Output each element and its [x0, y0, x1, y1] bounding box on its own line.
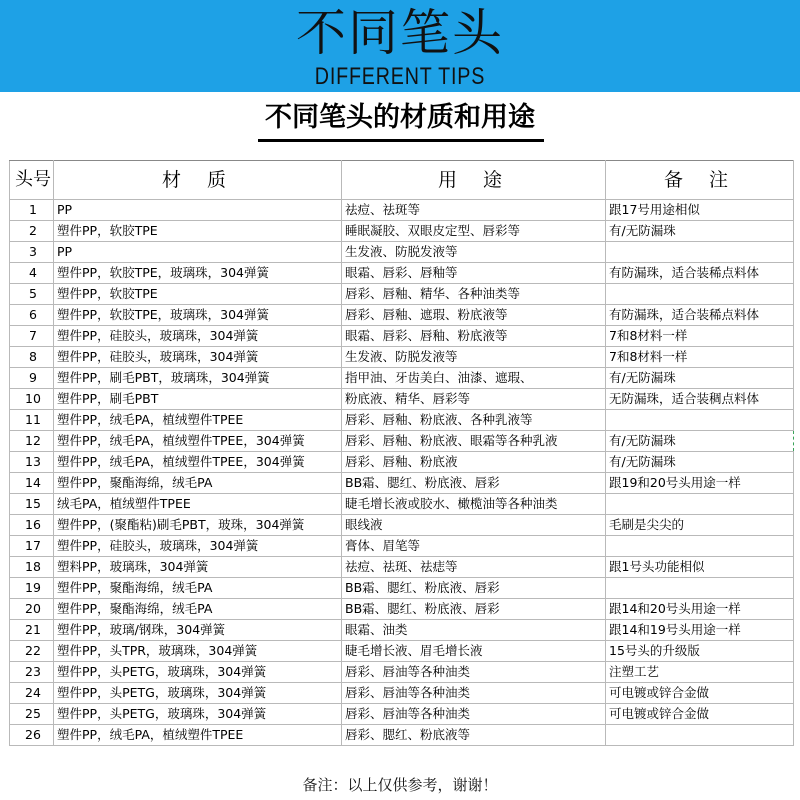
material-cell: 塑件PP，(聚酯粘)刷毛PBT，玻珠，304弹簧 [54, 515, 342, 536]
usage-cell: 唇彩、唇釉、遮瑕、粉底液等 [342, 305, 606, 326]
remark-cell [606, 536, 794, 557]
tip-number-cell: 18 [10, 557, 54, 578]
remark-cell [606, 284, 794, 305]
material-cell: 塑件PP，软胶TPE [54, 284, 342, 305]
table-row [10, 578, 794, 599]
table-row [10, 305, 794, 326]
remark-cell: 可电镀或锌合金做 [606, 683, 794, 704]
table-row [10, 641, 794, 662]
tips-table [9, 160, 794, 746]
usage-cell: BB霜、腮红、粉底液、唇彩 [342, 578, 606, 599]
title-underline [258, 139, 544, 142]
material-cell: 塑件PP，头PETG，玻璃珠，304弹簧 [54, 704, 342, 725]
table-row [10, 284, 794, 305]
material-cell: 塑件PP，刷毛PBT，玻璃珠，304弹簧 [54, 368, 342, 389]
material-cell: 塑件PP，刷毛PBT [54, 389, 342, 410]
usage-cell: 祛痘、祛斑等 [342, 200, 606, 221]
material-cell: 塑件PP，软胶TPE，玻璃珠，304弹簧 [54, 305, 342, 326]
tip-number-cell: 11 [10, 410, 54, 431]
banner-title: 不同笔头 [296, 4, 504, 62]
table-row [10, 200, 794, 221]
table-row [10, 221, 794, 242]
usage-cell: 唇彩、唇釉、粉底液 [342, 452, 606, 473]
table-row [10, 704, 794, 725]
header-tip-number: 头号 [10, 161, 54, 200]
table-row [10, 683, 794, 704]
remark-cell: 有防漏珠，适合装稀点料体 [606, 305, 794, 326]
table-row [10, 536, 794, 557]
tip-number-cell: 1 [10, 200, 54, 221]
table-row [10, 473, 794, 494]
remark-cell: 15号头的升级版 [606, 641, 794, 662]
usage-cell: 生发液、防脱发液等 [342, 242, 606, 263]
remark-cell: 有/无防漏珠 [606, 452, 794, 473]
material-cell: 塑件PP，聚酯海绵，绒毛PA [54, 578, 342, 599]
usage-cell: 唇彩、腮红、粉底液等 [342, 725, 606, 746]
usage-cell: 祛痘、祛斑、祛痣等 [342, 557, 606, 578]
remark-cell: 跟14和20号头用途一样 [606, 599, 794, 620]
material-cell: 绒毛PA，植绒塑件TPEE [54, 494, 342, 515]
tip-number-cell: 20 [10, 599, 54, 620]
remark-cell [606, 494, 794, 515]
table-body [10, 200, 794, 746]
remark-cell: 有/无防漏珠 [606, 221, 794, 242]
tip-number-cell: 5 [10, 284, 54, 305]
tip-number-cell: 12 [10, 431, 54, 452]
tip-number-cell: 16 [10, 515, 54, 536]
remark-cell: 可电镀或锌合金做 [606, 704, 794, 725]
usage-cell: 眼线液 [342, 515, 606, 536]
table-row [10, 389, 794, 410]
table-row [10, 368, 794, 389]
tip-number-cell: 4 [10, 263, 54, 284]
usage-cell: 生发液、防脱发液等 [342, 347, 606, 368]
material-cell: 塑件PP，头PETG，玻璃珠，304弹簧 [54, 683, 342, 704]
remark-cell: 跟14和19号头用途一样 [606, 620, 794, 641]
material-cell: 塑件PP，软胶TPE，玻璃珠，304弹簧 [54, 263, 342, 284]
header-usage: 用 途 [342, 161, 606, 200]
tip-number-cell: 23 [10, 662, 54, 683]
material-cell: 塑件PP，硅胶头，玻璃珠，304弹簧 [54, 347, 342, 368]
remark-cell: 7和8材料一样 [606, 347, 794, 368]
tip-number-cell: 17 [10, 536, 54, 557]
table-row [10, 599, 794, 620]
usage-cell: 唇彩、唇釉、粉底液、各种乳液等 [342, 410, 606, 431]
material-cell: 塑件PP，聚酯海绵，绒毛PA [54, 599, 342, 620]
table-row [10, 431, 794, 452]
material-cell: 塑件PP，绒毛PA，植绒塑件TPEE [54, 725, 342, 746]
remark-cell: 有/无防漏珠 [606, 431, 794, 452]
usage-cell: 眼霜、油类 [342, 620, 606, 641]
material-cell: 塑料PP，玻璃珠，304弹簧 [54, 557, 342, 578]
usage-cell: 唇彩、唇油等各种油类 [342, 683, 606, 704]
tip-number-cell: 7 [10, 326, 54, 347]
material-cell: 塑件PP，头TPR，玻璃珠，304弹簧 [54, 641, 342, 662]
remark-cell: 注塑工艺 [606, 662, 794, 683]
table-row [10, 263, 794, 284]
remark-cell [606, 578, 794, 599]
tip-number-cell: 25 [10, 704, 54, 725]
usage-cell: BB霜、腮红、粉底液、唇彩 [342, 599, 606, 620]
remark-cell: 跟17号用途相似 [606, 200, 794, 221]
usage-cell: 唇彩、唇油等各种油类 [342, 704, 606, 725]
table-row [10, 620, 794, 641]
tip-number-cell: 8 [10, 347, 54, 368]
table-row [10, 725, 794, 746]
header-material: 材 质 [54, 161, 342, 200]
tip-number-cell: 3 [10, 242, 54, 263]
banner-subtitle: DIFFERENT TIPS [314, 63, 486, 90]
table-row [10, 494, 794, 515]
remark-cell: 毛刷是尖尖的 [606, 515, 794, 536]
section-title: 不同笔头的材质和用途 [265, 102, 535, 133]
tip-number-cell: 14 [10, 473, 54, 494]
material-cell: PP [54, 242, 342, 263]
usage-cell: 眼霜、唇彩、唇釉、粉底液等 [342, 326, 606, 347]
material-cell: 塑件PP，绒毛PA，植绒塑件TPEE [54, 410, 342, 431]
material-cell: 塑件PP，绒毛PA，植绒塑件TPEE，304弹簧 [54, 452, 342, 473]
remark-cell: 7和8材料一样 [606, 326, 794, 347]
table-row [10, 557, 794, 578]
material-cell: 塑件PP，玻璃/钢珠，304弹簧 [54, 620, 342, 641]
tip-number-cell: 6 [10, 305, 54, 326]
material-cell: PP [54, 200, 342, 221]
tip-number-cell: 26 [10, 725, 54, 746]
usage-cell: BB霜、腮红、粉底液、唇彩 [342, 473, 606, 494]
tip-number-cell: 10 [10, 389, 54, 410]
remark-cell [606, 242, 794, 263]
material-cell: 塑件PP，聚酯海绵，绒毛PA [54, 473, 342, 494]
usage-cell: 睫毛增长液或胶水、橄榄油等各种油类 [342, 494, 606, 515]
remark-cell: 跟1号头功能相似 [606, 557, 794, 578]
table-row [10, 242, 794, 263]
usage-cell: 指甲油、牙齿美白、油漆、遮瑕、 [342, 368, 606, 389]
material-cell: 塑件PP，软胶TPE [54, 221, 342, 242]
header-remark: 备 注 [606, 161, 794, 200]
usage-cell: 唇彩、唇釉、粉底液、眼霜等各种乳液 [342, 431, 606, 452]
usage-cell: 唇彩、唇油等各种油类 [342, 662, 606, 683]
tip-number-cell: 21 [10, 620, 54, 641]
header-banner [0, 0, 800, 92]
tip-number-cell: 13 [10, 452, 54, 473]
remark-cell [606, 410, 794, 431]
usage-cell: 膏体、眉笔等 [342, 536, 606, 557]
remark-cell [606, 725, 794, 746]
material-cell: 塑件PP，绒毛PA，植绒塑件TPEE，304弹簧 [54, 431, 342, 452]
tip-number-cell: 24 [10, 683, 54, 704]
table-row [10, 347, 794, 368]
table-row [10, 662, 794, 683]
tip-number-cell: 19 [10, 578, 54, 599]
tip-number-cell: 22 [10, 641, 54, 662]
tip-number-cell: 15 [10, 494, 54, 515]
table-row [10, 410, 794, 431]
footer-note: 备注：以上仅供参考，谢谢！ [302, 776, 498, 794]
table-header-row [10, 161, 794, 200]
table-row [10, 326, 794, 347]
material-cell: 塑件PP，硅胶头，玻璃珠，304弹簧 [54, 326, 342, 347]
material-cell: 塑件PP，硅胶头，玻璃珠，304弹簧 [54, 536, 342, 557]
table-row [10, 515, 794, 536]
usage-cell: 粉底液、精华、唇彩等 [342, 389, 606, 410]
material-cell: 塑件PP，头PETG，玻璃珠，304弹簧 [54, 662, 342, 683]
tip-number-cell: 9 [10, 368, 54, 389]
remark-cell: 有/无防漏珠 [606, 368, 794, 389]
remark-cell: 跟19和20号头用途一样 [606, 473, 794, 494]
usage-cell: 睫毛增长液、眉毛增长液 [342, 641, 606, 662]
table-row [10, 452, 794, 473]
usage-cell: 睡眠凝胶、双眼皮定型、唇彩等 [342, 221, 606, 242]
remark-cell: 无防漏珠，适合装稠点料体 [606, 389, 794, 410]
usage-cell: 眼霜、唇彩、唇釉等 [342, 263, 606, 284]
usage-cell: 唇彩、唇釉、精华、各种油类等 [342, 284, 606, 305]
remark-cell: 有防漏珠，适合装稀点料体 [606, 263, 794, 284]
tip-number-cell: 2 [10, 221, 54, 242]
